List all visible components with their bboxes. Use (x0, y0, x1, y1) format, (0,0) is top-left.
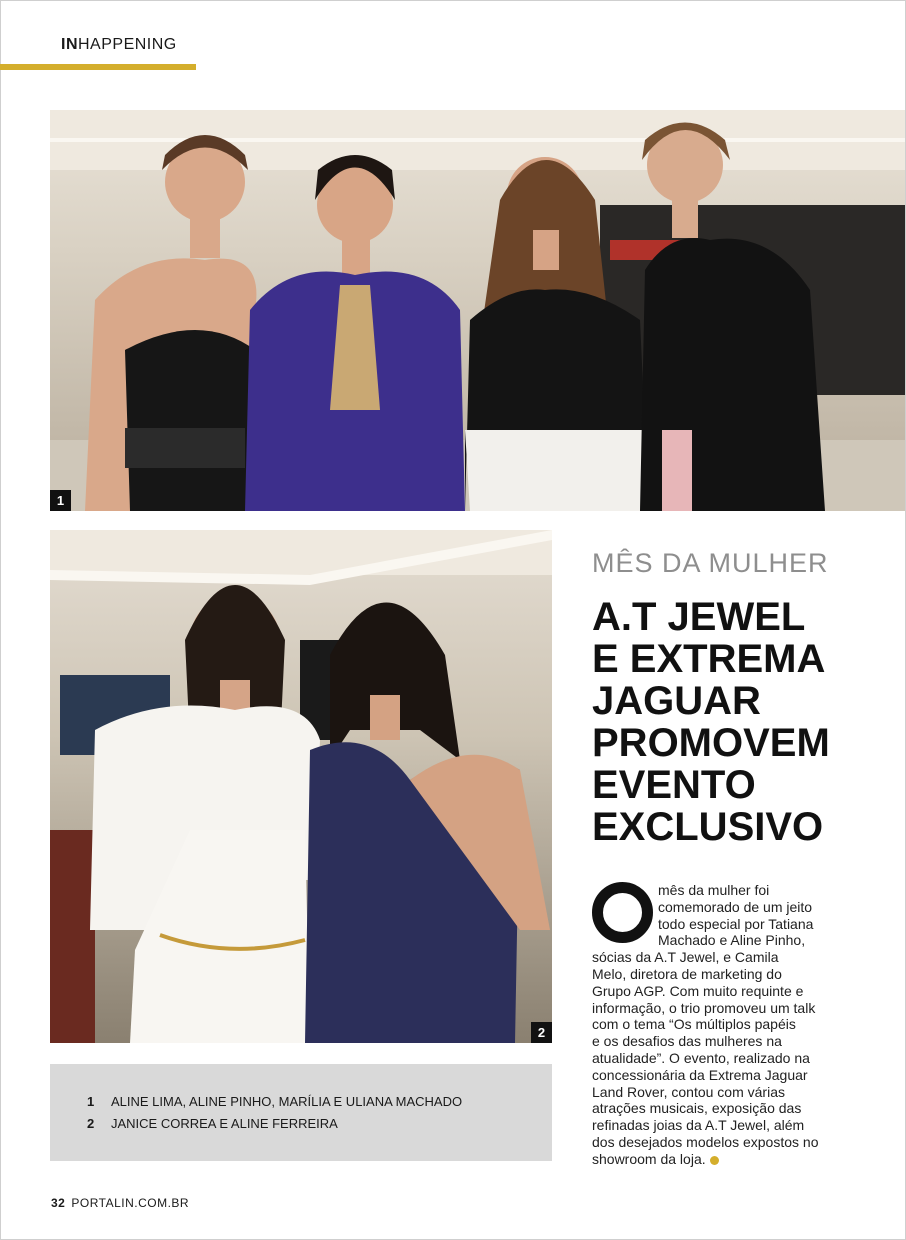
headline-line: E EXTREMA (592, 637, 826, 681)
section-tag-strong: IN (61, 36, 78, 53)
footer-site: PORTALIN.COM.BR (71, 1196, 190, 1210)
page-footer (51, 1196, 189, 1210)
caption-box (50, 1064, 552, 1161)
body-line: Melo, diretora de marketing do (592, 965, 782, 982)
group-photo-1-illustration (50, 110, 905, 511)
body-line: atrações musicais, exposição das (592, 1100, 802, 1117)
section-tag (61, 36, 177, 54)
article-body (592, 882, 852, 1168)
headline-line: EXCLUSIVO (592, 805, 824, 849)
body-line: comemorado de um jeito (658, 898, 813, 915)
headline-line: EVENTO (592, 763, 756, 807)
body-line: concessionária da Extrema Jaguar (592, 1066, 808, 1083)
headline-line: A.T JEWEL (592, 595, 806, 639)
end-mark-icon (710, 1156, 719, 1165)
headline-line: JAGUAR (592, 679, 761, 723)
body-line-last (592, 1151, 852, 1168)
body-line: mês da mulher foi (658, 882, 770, 898)
body-line: Land Rover, contou com várias (592, 1083, 785, 1100)
caption-row (87, 1116, 338, 1131)
body-line: com o tema “Os múltiplos papéis (592, 1016, 796, 1033)
caption-text: JANICE CORREA E ALINE FERREIRA (111, 1116, 338, 1131)
group-photo-1 (50, 110, 905, 511)
caption-number: 1 (87, 1094, 95, 1109)
section-rule (0, 64, 196, 70)
body-line: sócias da A.T Jewel, e Camila (592, 949, 779, 966)
photo-number-2: 2 (531, 1022, 552, 1043)
group-photo-2 (50, 530, 552, 1043)
body-line: Machado e Aline Pinho, (658, 932, 806, 949)
body-line: showroom da loja. (592, 1150, 706, 1167)
body-line: refinadas joias da A.T Jewel, além (592, 1117, 805, 1134)
body-line: dos desejados modelos expostos no (592, 1133, 819, 1150)
body-line: atualidade”. O evento, realizado na (592, 1049, 810, 1066)
section-tag-rest: HAPPENING (78, 36, 177, 53)
body-line: informação, o trio promoveu um talk (592, 999, 816, 1016)
article-kicker: MÊS DA MULHER (592, 548, 829, 578)
photo-number-1: 1 (50, 490, 71, 511)
caption-number: 2 (87, 1116, 95, 1131)
caption-text: ALINE LIMA, ALINE PINHO, MARÍLIA E ULIANA MACHADO (111, 1094, 463, 1109)
headline-line: PROMOVEM (592, 721, 830, 765)
body-line: e os desafios das mulheres na (592, 1033, 782, 1050)
body-line: todo especial por Tatiana (658, 915, 814, 932)
drop-cap (592, 882, 653, 943)
body-line: Grupo AGP. Com muito requinte e (592, 982, 804, 999)
group-photo-2-illustration (50, 530, 552, 1043)
article-headline (592, 596, 892, 848)
caption-row (87, 1094, 462, 1109)
page-number: 32 (51, 1196, 66, 1210)
